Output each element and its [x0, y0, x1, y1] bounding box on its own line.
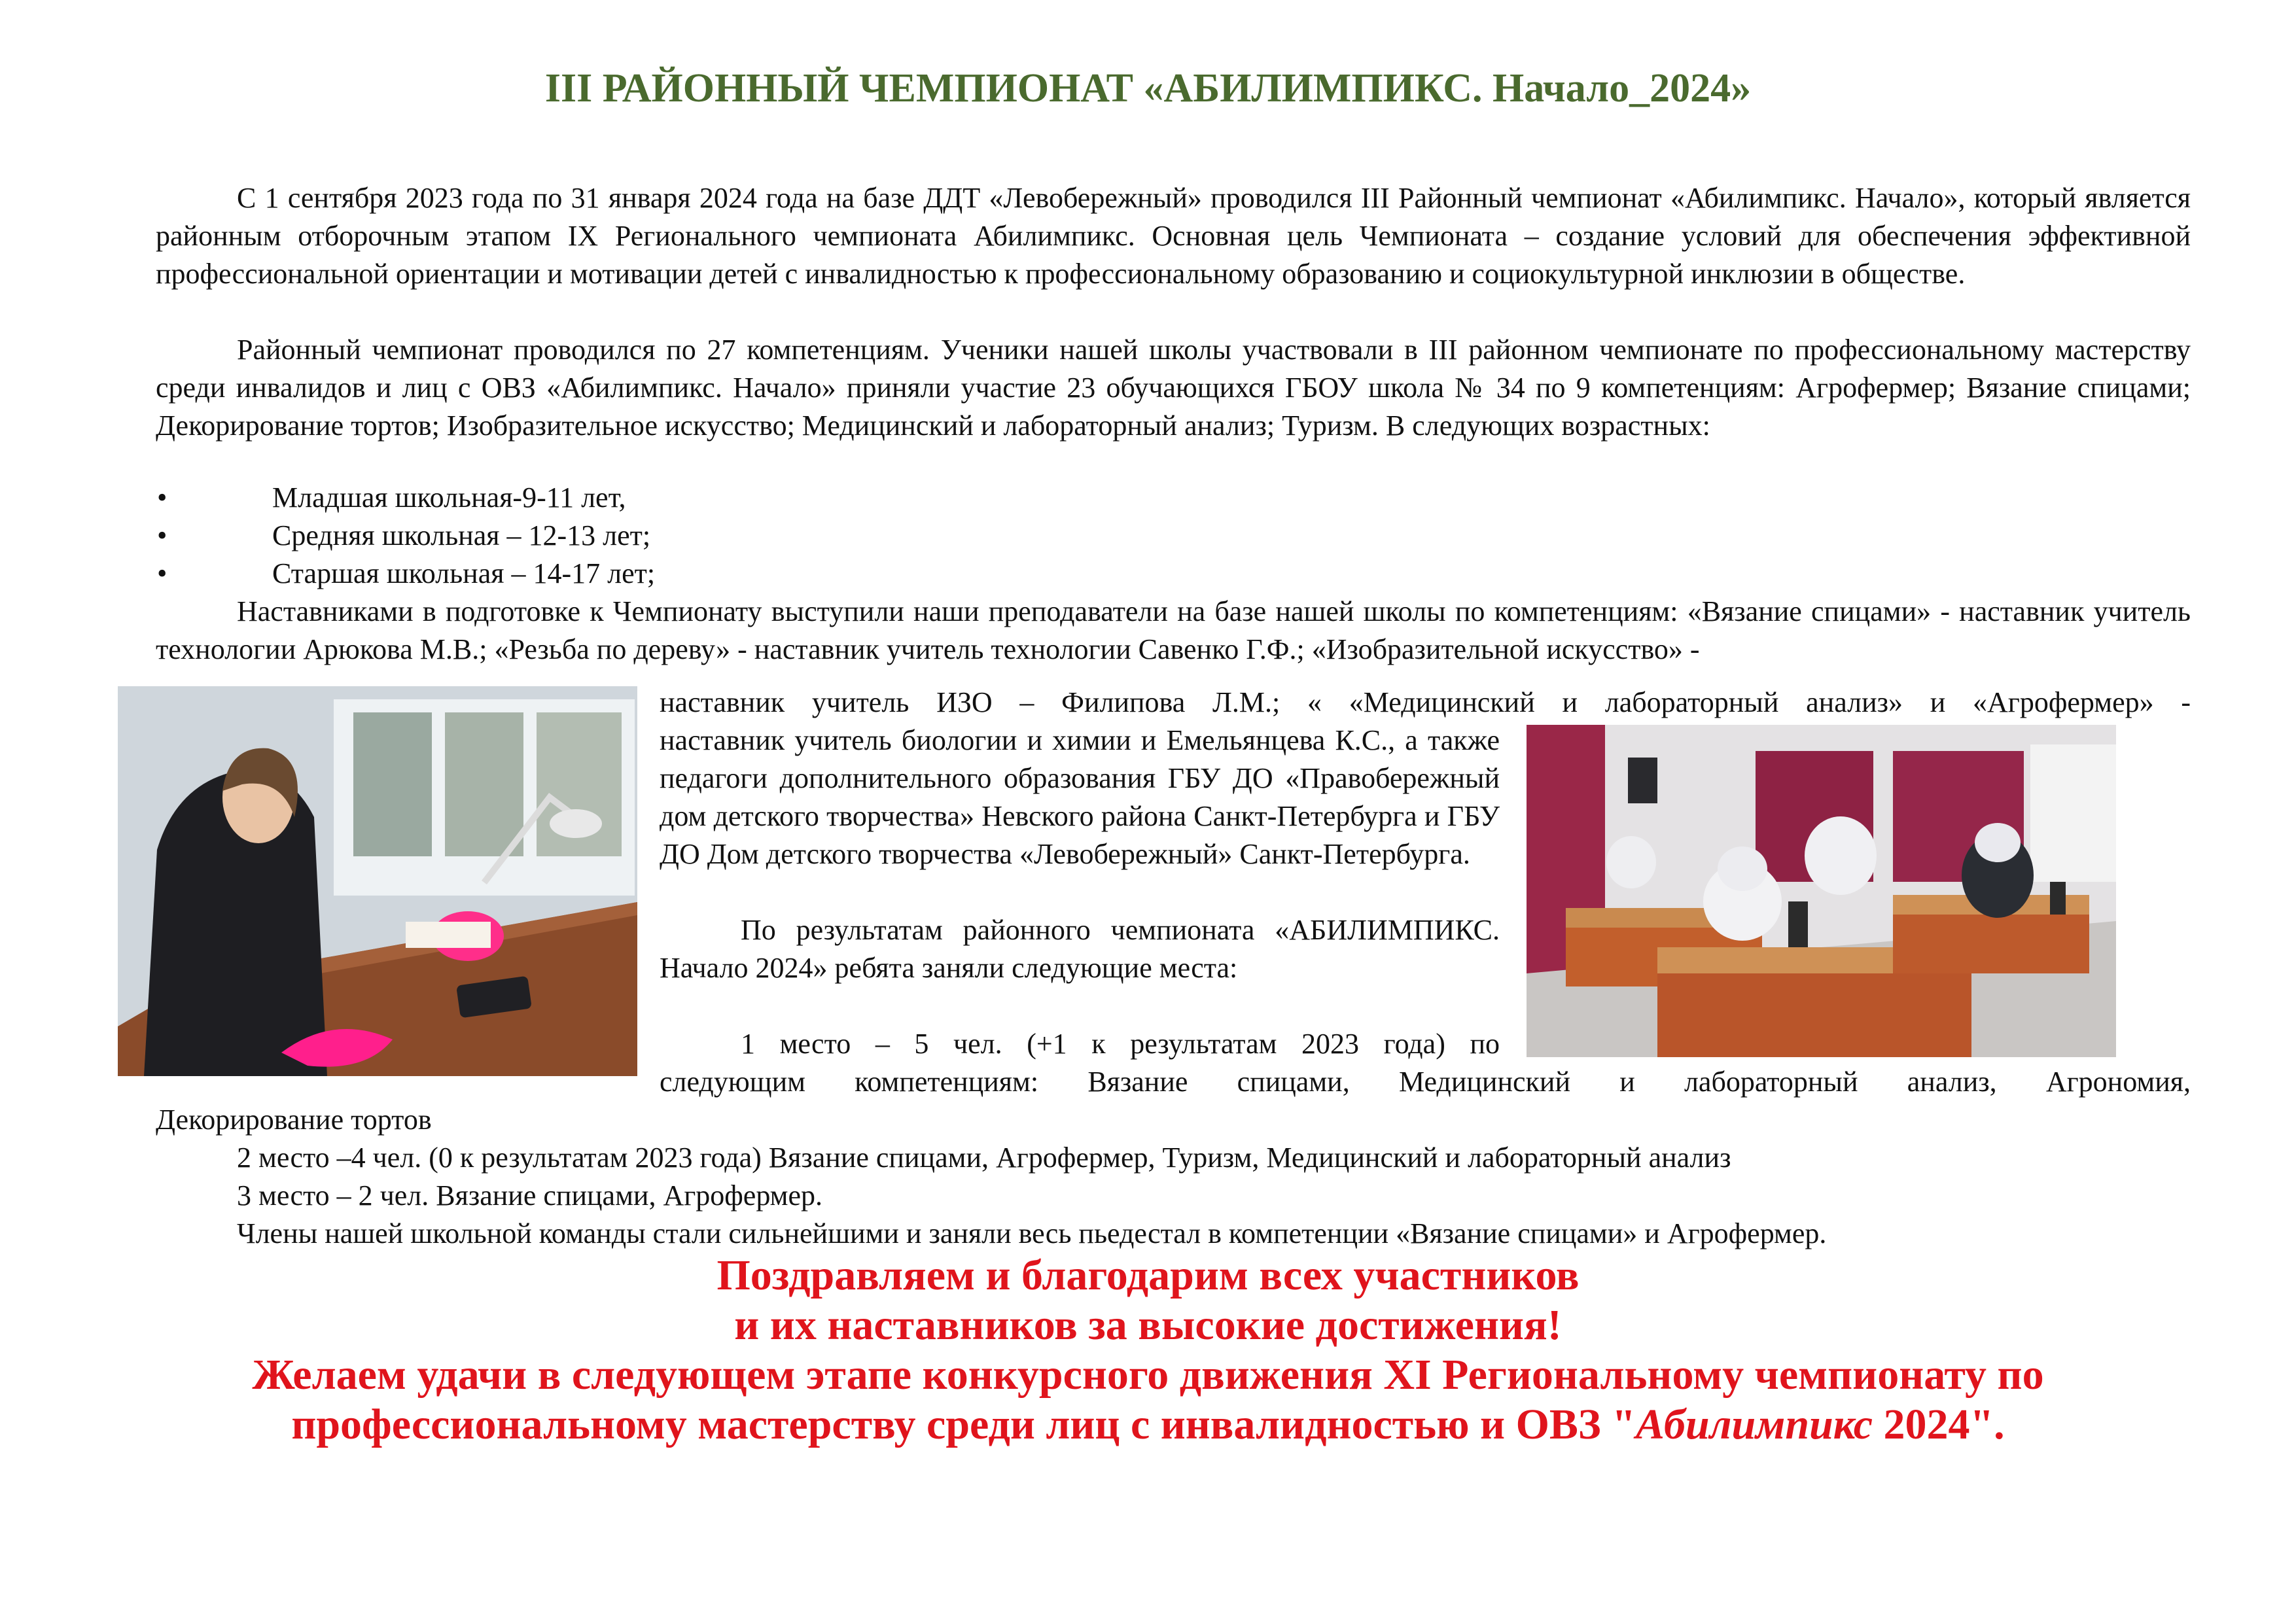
knitting-photo-image — [118, 686, 637, 1076]
wish-line-2 — [0, 1400, 2296, 1450]
classroom-photo-image — [1527, 725, 2116, 1057]
second-place-line: 2 место –4 чел. (0 к результатам 2023 года) Вязание спицами, Агрофермер, Туризм, Медицинский и лабораторный анализ — [237, 1142, 1731, 1174]
age-group-item: • Младшая школьная-9-11 лет, — [157, 479, 655, 517]
intro-paragraph: С 1 сентября 2023 года по 31 января 2024 года на базе ДДТ «Левобережный» проводился III Районный чемпионат «Абилимпикс. Начало», который является районным отборочным этапом IX Регионального чемпионата Абилимпикс. Основная цель Чемпионата – создание условий для обеспечения эффективной профессиональной ориентации и мотивации детей с инвалидностью к профессиональному образованию и социокультурной инклюзии в обществе. — [156, 182, 2191, 290]
mentors-paragraph: Наставниками в подготовке к Чемпионату выступили наши преподаватели на базе нашей школы по компетенциям: «Вязание спицами» - наставник учитель технологии Арюкова М.В.; «Резьба по дереву» - наставник учитель технологии Савенко Г.Ф.; «Изобразительной искусство» - — [156, 595, 2191, 665]
mentors-column-text: наставник учитель биологии и химии и Емельянцева К.С., а также педагоги дополнительного образования ГБУ ДО «Правобережный дом детского творчества» Невского района Санкт-Петербурга и ГБУ ДО Дом детского творчества «Левобережный» Санкт-Петербурга. — [660, 724, 1500, 870]
first-place-line: 1 место – 5 чел. (+1 к результатам 2023 года) по — [741, 1028, 1500, 1060]
page-title: III РАЙОННЫЙ ЧЕМПИОНАТ «АБИЛИМПИКС. Начало_2024» — [544, 66, 1752, 111]
results-intro: По результатам районного чемпионата «АБИЛИМПИКС. Начало 2024» ребята заняли следующие места: — [660, 914, 1500, 984]
team-result-line: Члены нашей школьной команды стали сильнейшими и заняли весь пьедестал в компетенции «Вязание спицами» и Агрофермер. — [237, 1217, 1827, 1249]
knitting-photo — [118, 686, 637, 1076]
age-group-item: • Старшая школьная – 14-17 лет; — [157, 555, 655, 593]
classroom-photo — [1527, 725, 2116, 1057]
congrats-line-1: Поздравляем и благодарим всех участников — [716, 1251, 1580, 1299]
wish-text-start: профессиональному мастерству среди лиц с инвалидностью и ОВЗ " — [291, 1401, 1636, 1448]
first-place-competitions-end: Декорирование тортов — [156, 1104, 432, 1136]
wish-line-1: Желаем удачи в следующем этапе конкурсного движения XI Региональному чемпионату по — [252, 1351, 2044, 1399]
age-group-item: • Средняя школьная – 12-13 лет; — [157, 517, 655, 555]
competitions-paragraph: Районный чемпионат проводился по 27 компетенциям. Ученики нашей школы участвовали в III районном чемпионате по профессиональному мастерству среди инвалидов и лиц с ОВЗ «Абилимпикс. Начало» приняли участие 23 обучающихся ГБОУ школа № 34 по 9 компетенциям: Агрофермер; Вязание спицами; Декорирование тортов; Изобразительное искусство; Медицинский и лабораторный анализ; Туризм. В следующих возрастных: — [156, 334, 2191, 442]
mentors-line: наставник учитель ИЗО – Филипова Л.М.; « «Медицинский и лабораторный анализ» и «Агрофермер» - — [660, 686, 2191, 718]
wish-event-name: Абилимпикс — [1635, 1401, 1873, 1448]
first-place-competitions: следующим компетенциям: Вязание спицами, Медицинский и лабораторный анализ, Агрономия, — [660, 1066, 2191, 1098]
congrats-line-2: и их наставников за высокие достижения! — [734, 1301, 1562, 1349]
third-place-line: 3 место – 2 чел. Вязание спицами, Агрофермер. — [237, 1179, 823, 1212]
age-groups-list — [157, 479, 655, 593]
wish-text-end: 2024". — [1873, 1401, 2005, 1448]
